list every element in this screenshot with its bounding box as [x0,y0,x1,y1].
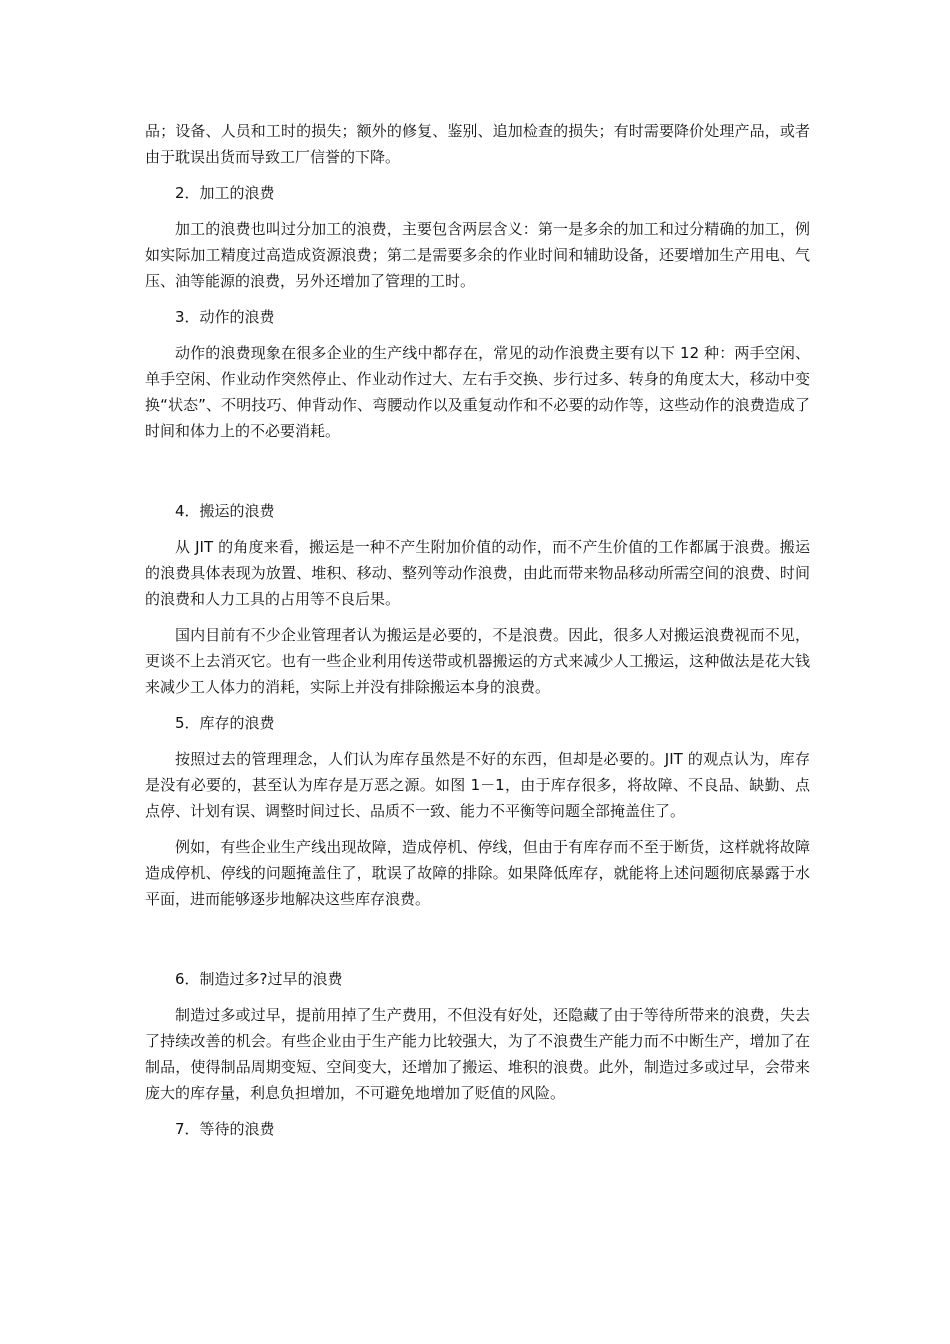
paragraph-transport-waste-1: 从 JIT 的角度来看，搬运是一种不产生附加价值的动作，而不产生价值的工作都属于浪费。搬运的浪费具体表现为放置、堆积、移动、整列等动作浪费，由此而带来物品移动所需空间的浪费、时间的浪费和人力工具的占用等不良后果。 [145,538,810,608]
heading-motion-waste: 3．动作的浪费 [175,308,275,326]
document-page [145,118,810,1152]
paragraph-inventory-waste-2: 例如，有些企业生产线出现故障，造成停机、停线，但由于有库存而不至于断货，这样就将故障造成停机、停线的问题掩盖住了，耽误了故障的排除。如果降低库存，就能将上述问题彻底暴露于水平面，进而能够逐步地解决这些库存浪费。 [145,838,810,908]
heading-overproduction-waste: 6．制造过多?过早的浪费 [175,970,343,988]
paragraph-quality-loss-continued: 品；设备、人员和工时的损失；额外的修复、鉴别、追加检查的损失；有时需要降价处理产品，或者由于耽误出货而导致工厂信誉的下降。 [145,122,810,166]
heading-processing-waste: 2．加工的浪费 [175,184,275,202]
paragraph-transport-waste-2: 国内目前有不少企业管理者认为搬运是必要的，不是浪费。因此，很多人对搬运浪费视而不见，更谈不上去消灭它。也有一些企业利用传送带或机器搬运的方式来减少人工搬运，这种做法是花大钱来减少工人体力的消耗，实际上并没有排除搬运本身的浪费。 [145,626,810,696]
heading-inventory-waste: 5．库存的浪费 [175,714,275,732]
section-gap [145,922,810,966]
paragraph-motion-waste: 动作的浪费现象在很多企业的生产线中都存在，常见的动作浪费主要有以下 12 种：两手空闲、单手空闲、作业动作突然停止、作业动作过大、左右手交换、步行过多、转身的角度太大，移动中变换“状态”、不明技巧、伸背动作、弯腰动作以及重复动作和不必要的动作等，这些动作的浪费造成了时间和体力上的不必要消耗。 [145,344,810,440]
paragraph-processing-waste: 加工的浪费也叫过分加工的浪费，主要包含两层含义：第一是多余的加工和过分精确的加工，例如实际加工精度过高造成资源浪费；第二是需要多余的作业时间和辅助设备，还要增加生产用电、气压、油等能源的浪费，另外还增加了管理的工时。 [145,220,810,290]
paragraph-overproduction-waste: 制造过多或过早，提前用掉了生产费用，不但没有好处，还隐藏了由于等待所带来的浪费，失去了持续改善的机会。有些企业由于生产能力比较强大，为了不浪费生产能力而不中断生产，增加了在制品，使得制品周期变短、空间变大，还增加了搬运、堆积的浪费。此外，制造过多或过早，会带来庞大的库存量，利息负担增加，不可避免地增加了贬值的风险。 [145,1006,810,1102]
heading-transport-waste: 4．搬运的浪费 [175,502,275,520]
heading-waiting-waste: 7．等待的浪费 [175,1120,275,1138]
paragraph-inventory-waste-1: 按照过去的管理理念，人们认为库存虽然是不好的东西，但却是必要的。JIT 的观点认为，库存是没有必要的，甚至认为库存是万恶之源。如图 1－1，由于库存很多，将故障、不良品、缺勤、点点停、计划有误、调整时间过长、品质不一致、能力不平衡等问题全部掩盖住了。 [145,750,810,820]
section-gap [145,454,810,498]
